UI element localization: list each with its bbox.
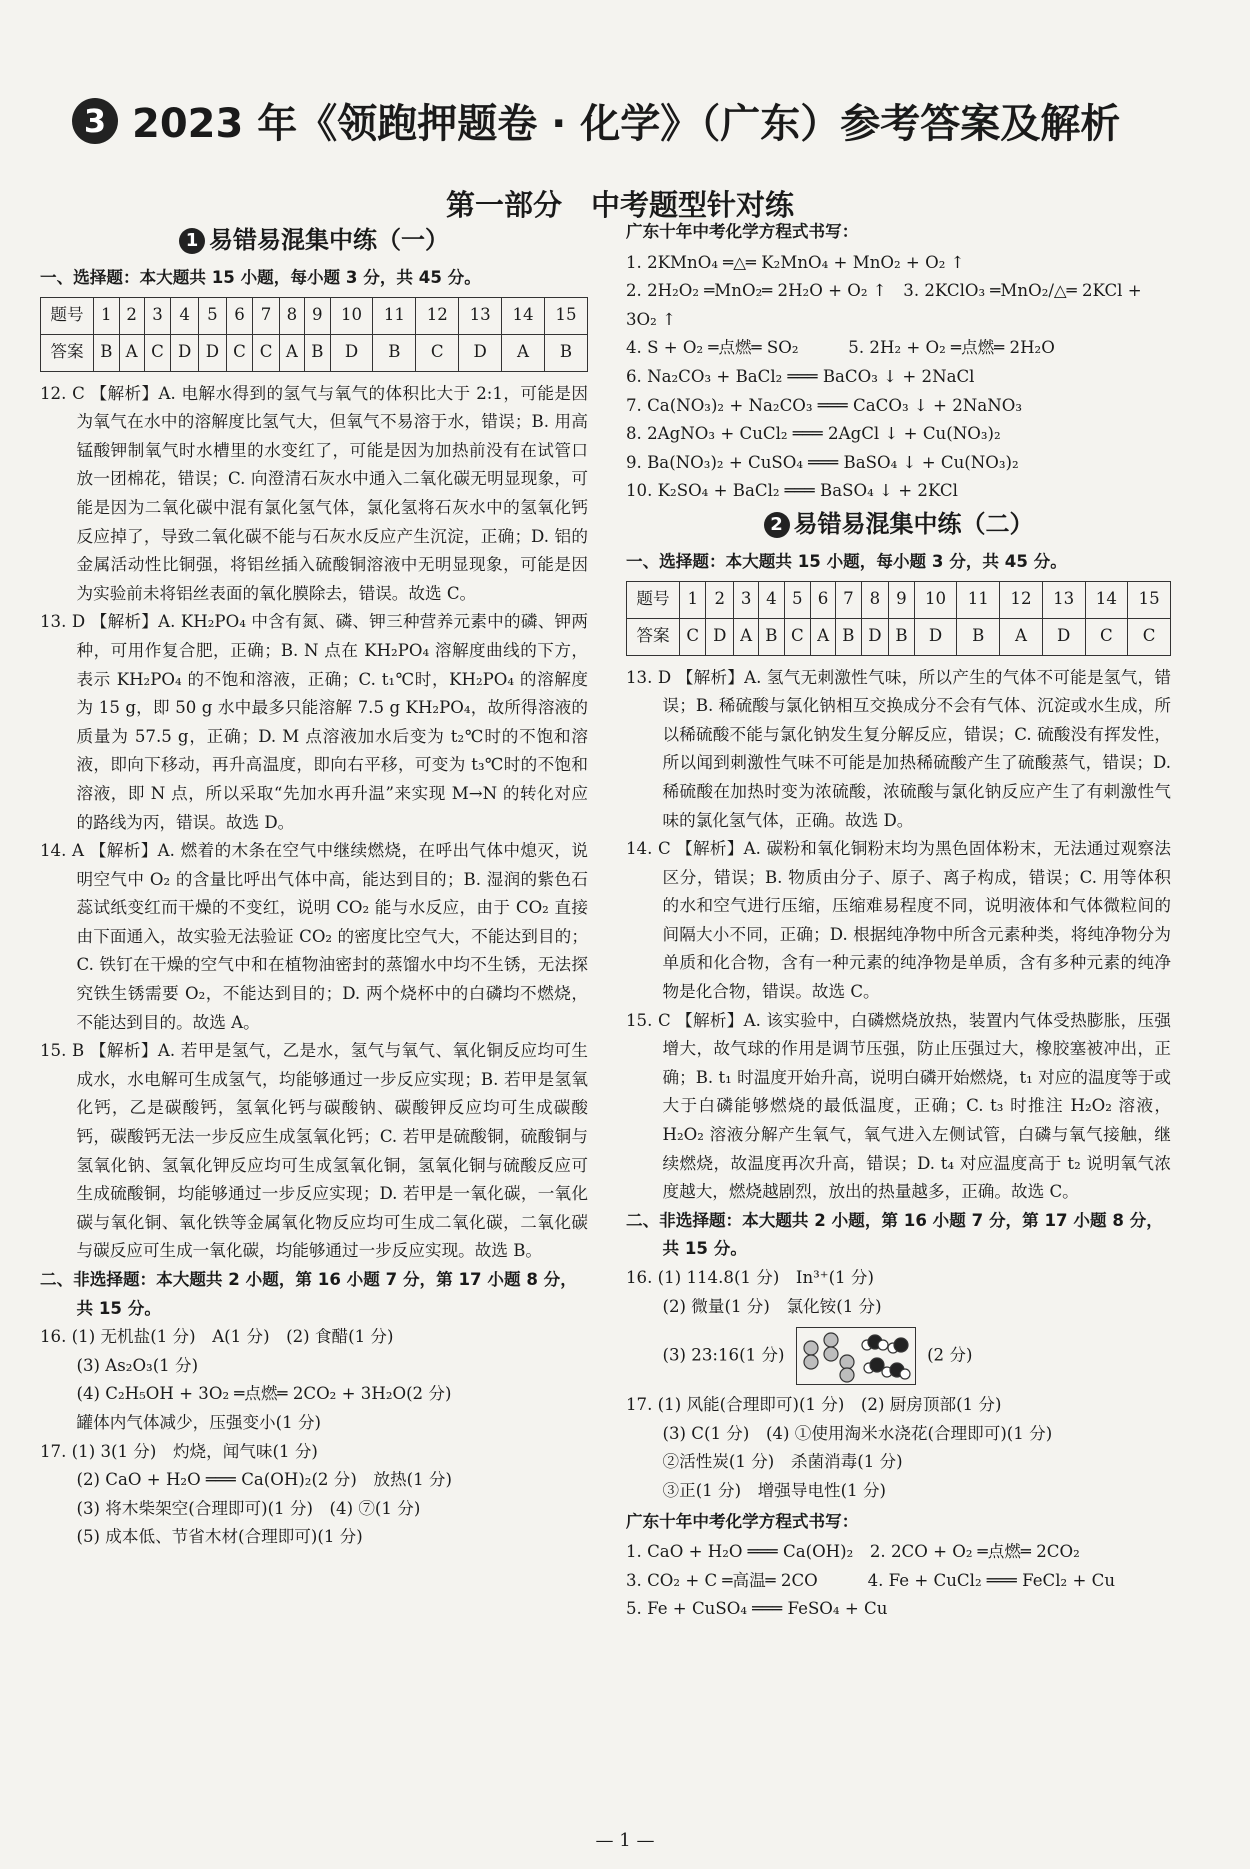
table-cell: C: [144, 334, 171, 371]
table-cell: 9: [889, 581, 914, 618]
table-cell: D: [199, 334, 227, 371]
particle-diagram: [796, 1327, 916, 1385]
equation-line: 8. 2AgNO₃ + CuCl₂ ═══ 2AgCl ↓ + Cu(NO₃)₂: [626, 424, 1001, 444]
part-title: 第一部分 中考题型针对练: [445, 188, 794, 222]
section-title-text: 易错易混集中练（二）: [793, 509, 1034, 538]
section-title-1: [40, 222, 588, 258]
table-cell: 1: [680, 581, 706, 618]
equation-line: 1. CaO + H₂O ═══ Ca(OH)₂ 2. 2CO + O₂ ═点燃═ 2CO₂: [626, 1542, 1080, 1562]
table-header-cell: 题号: [627, 581, 680, 618]
equation-line: 4. S + O₂ ═点燃═ SO₂ 5. 2H₂ + O₂ ═点燃═ 2H₂O: [626, 338, 1055, 358]
table-cell: 12: [416, 297, 459, 334]
particle-black: [894, 1338, 908, 1352]
answer-line: (2) 微量(1 分) 氯化铵(1 分): [662, 1296, 882, 1316]
table-row-answers: [627, 618, 1171, 655]
answer-line: (3) C(1 分) (4) ①使用淘米水浇花(合理即可)(1 分): [662, 1423, 1053, 1443]
answer-line: (3) As₂O₃(1 分): [76, 1355, 199, 1375]
table-cell: D: [459, 334, 502, 371]
table-cell: A: [119, 334, 144, 371]
answer-line: (4) C₂H₅OH + 3O₂ ═点燃═ 2CO₂ + 3H₂O(2 分): [76, 1384, 452, 1404]
equation-line: 1. 2KMnO₄ ═△═ K₂MnO₄ + MnO₂ + O₂ ↑: [626, 252, 965, 272]
nonchoice-heading: 二、非选择题：本大题共 2 小题，第 16 小题 7 分，第 17 小题 8 分，共 15 分。: [40, 1270, 577, 1318]
equation-line: 5. Fe + CuSO₄ ═══ FeSO₄ + Cu: [626, 1599, 888, 1619]
table-cell: 7: [836, 581, 861, 618]
table-cell: 2: [706, 581, 734, 618]
table-cell: 6: [811, 581, 836, 618]
table-cell: D: [330, 334, 373, 371]
table-cell: 11: [373, 297, 416, 334]
right-column: [626, 216, 1171, 1624]
answer-text: (3) 23:16(1 分): [662, 1345, 785, 1365]
table-cell: D: [706, 618, 734, 655]
table-cell: 15: [1128, 581, 1171, 618]
answer-explanation: 14. C 【解析】A. 碳粉和氧化铜粉末均为黑色固体粉末，无法通过观察法区分，错误；B. 物质由分子、原子、离子构成，错误；C. 用等体积的水和空气进行压缩，压缩难易程度不同，说明液体和气体微粒间的间隔大小不同，正确；D. 根据纯净物中所含元素种类，将纯净物分为单质和化合物，含有一种元素的纯净物是单质，含有多种元素的纯净物是化合物，错误。故选 C。: [626, 839, 1171, 1002]
table-cell: B: [759, 618, 784, 655]
answer-line: ②活性炭(1 分) 杀菌消毒(1 分): [662, 1452, 903, 1472]
table-cell: B: [544, 334, 587, 371]
table-cell: 4: [759, 581, 784, 618]
table-cell: 8: [279, 297, 304, 334]
equation-line: 9. Ba(NO₃)₂ + CuSO₄ ═══ BaSO₄ ↓ + Cu(NO₃)₂: [626, 452, 1019, 472]
table-header-cell: 答案: [627, 618, 680, 655]
answer-explanation: 13. D 【解析】A. 氢气无刺激性气味，所以产生的气体不可能是氢气，错误；B. 稀硫酸与氯化钠相互交换成分不会有气体、沉淀或水生成，所以稀硫酸不能与氯化钠发生复分解反应，错误；C. 硫酸没有挥发性，所以闻到刺激性气味不可能是加热稀硫酸产生了硫酸蒸气，错误；D. 稀硫酸在加热时变为浓硫酸，浓硫酸与氯化钠反应产生了有刺激性气味的氯化氢气体，正确。故选 D。: [626, 667, 1171, 830]
table-cell: 13: [1042, 581, 1085, 618]
table-cell: D: [171, 334, 199, 371]
table-cell: 8: [861, 581, 889, 618]
particle-white: [900, 1369, 910, 1379]
table-cell: 3: [734, 581, 759, 618]
equation-line: 10. K₂SO₄ + BaCl₂ ═══ BaSO₄ ↓ + 2KCl: [626, 481, 958, 501]
equation-line: 3. CO₂ + C ═高温═ 2CO 4. Fe + CuCl₂ ═══ FeCl₂ + Cu: [626, 1570, 1116, 1590]
table-row-numbers: [41, 297, 588, 334]
answer-line: ③正(1 分) 增强导电性(1 分): [662, 1480, 887, 1500]
section-title-text: 易错易混集中练（一）: [209, 226, 449, 254]
equations-heading: 广东十年中考化学方程式书写：: [626, 222, 859, 241]
table-header-cell: 答案: [41, 334, 94, 371]
table-cell: B: [94, 334, 120, 371]
equation-line: 6. Na₂CO₃ + BaCl₂ ═══ BaCO₃ ↓ + 2NaCl: [626, 366, 975, 386]
table-cell: A: [279, 334, 304, 371]
table-cell: C: [226, 334, 253, 371]
table-cell: B: [836, 618, 861, 655]
answer-explanation: 12. C 【解析】A. 电解水得到的氢气与氧气的体积比大于 2:1，可能是因为氧气在水中的溶解度比氢气大，但氧气不易溶于水，错误；B. 用高锰酸钾制氧气时水槽里的水变红了，可能是因为加热前没有在试管口放一团棉花，错误；C. 向澄清石灰水中通入二氧化碳无明显现象，可能是因为二氧化碳中混有氯化氢气体，氯化氢将石灰水中的氢氧化钙反应掉了，导致二氧化碳不能与石灰水反应产生沉淀，正确；D. 铝的金属活动性比铜强，将铝丝插入硫酸铜溶液中无明显现象，可能是因为实验前未将铝丝表面的氧化膜除去，错误。故选 C。: [40, 383, 588, 603]
table-cell: A: [734, 618, 759, 655]
particle-grey: [840, 1355, 854, 1369]
table-cell: 7: [253, 297, 280, 334]
left-column: [40, 222, 588, 1552]
answer-line: (2) CaO + H₂O ═══ Ca(OH)₂(2 分) 放热(1 分): [76, 1470, 452, 1490]
answer-explanation: 15. B 【解析】A. 若甲是氢气，乙是水，氢气与氧气、氧化铜反应均可生成水，水电解可生成氢气，均能够通过一步反应实现；B. 若甲是氢氧化钙，乙是碳酸钙，氢氧化钙与碳酸钠、碳酸钾反应均可生成碳酸钙，碳酸钙无法一步反应生成氢氧化钙；C. 若甲是硫酸铜，硫酸铜与氢氧化钠、氢氧化钾反应均可生成氢氧化铜，氢氧化铜与硫酸反应可生成硫酸铜，均能够通过一步反应实现；D. 若甲是一氧化碳，一氧化碳与氧化铜、氧化铁等金属氧化物反应均可生成二氧化碳，二氧化碳与碳反应可生成一氧化碳，均能够通过一步反应实现。故选 B。: [40, 1041, 588, 1261]
table-cell: C: [416, 334, 459, 371]
table-cell: C: [253, 334, 280, 371]
table-header-cell: 题号: [41, 297, 94, 334]
table-cell: 14: [1085, 581, 1128, 618]
table-cell: 10: [330, 297, 373, 334]
equation-line: 2. 2H₂O₂ ═MnO₂═ 2H₂O + O₂ ↑ 3. 2KClO₃ ═MnO₂/△═ 2KCl + 3O₂ ↑: [626, 281, 1142, 329]
table-cell: 13: [459, 297, 502, 334]
table-cell: 14: [502, 297, 545, 334]
table-cell: A: [811, 618, 836, 655]
particle-white: [878, 1340, 888, 1350]
table-row-answers: [41, 334, 588, 371]
answer-line-with-figure: [626, 1327, 1171, 1385]
particle-grey: [804, 1355, 818, 1369]
table-cell: D: [861, 618, 889, 655]
particle-grey: [824, 1347, 838, 1361]
table-cell: A: [502, 334, 545, 371]
table-cell: B: [305, 334, 331, 371]
table-cell: 4: [171, 297, 199, 334]
answer-table-1: [40, 297, 588, 372]
answer-line: (5) 成本低、节省木材(合理即可)(1 分): [76, 1527, 363, 1547]
table-cell: B: [957, 618, 1000, 655]
table-cell: C: [1085, 618, 1128, 655]
section-badge: 1: [179, 228, 205, 254]
particle-grey: [804, 1341, 818, 1355]
table-cell: 12: [1000, 581, 1043, 618]
answer-line: (3) 将木柴架空(合理即可)(1 分) (4) ⑦(1 分): [76, 1498, 421, 1518]
table-cell: 10: [914, 581, 957, 618]
answer-line: 17. (1) 风能(合理即可)(1 分) (2) 厨房顶部(1 分): [626, 1395, 1002, 1415]
table-cell: C: [1128, 618, 1171, 655]
answer-explanation: 14. A 【解析】A. 燃着的木条在空气中继续燃烧，在呼出气体中熄灭，说明空气中 O₂ 的含量比呼出气体中高，能达到目的；B. 湿润的紫色石蕊试纸变红而干燥的不变红，说明 CO₂ 能与水反应，由于 CO₂ 直接由下面通入，故实验无法验证 CO₂ 的密度比空气大，不能达到目的；C. 铁钉在干燥的空气中和在植物油密封的蒸馏水中均不生锈，无法探究铁生锈需要 O₂，不能达到目的；D. 两个烧杯中的白磷均不燃烧，不能达到目的。故选 A。: [40, 841, 588, 1032]
answer-table-2: [626, 581, 1171, 656]
table-cell: 11: [957, 581, 1000, 618]
equation-line: 7. Ca(NO₃)₂ + Na₂CO₃ ═══ CaCO₃ ↓ + 2NaNO₃: [626, 395, 1022, 415]
particle-grey: [840, 1368, 854, 1382]
page-title: [72, 92, 1172, 149]
table-cell: B: [889, 618, 914, 655]
table-cell: 5: [199, 297, 227, 334]
table-cell: 2: [119, 297, 144, 334]
table-cell: 5: [784, 581, 810, 618]
answer-explanation: 15. C 【解析】A. 该实验中，白磷燃烧放热，装置内气体受热膨胀，压强增大，故气球的作用是调节压强，防止压强过大，橡胶塞被冲出，正确；B. t₁ 时温度开始升高，说明白磷开始燃烧，t₁ 对应的温度等于或大于白磷能够燃烧的最低温度，正确；C. t₃ 时推注 H₂O₂ 溶液，H₂O₂ 溶液分解产生氧气，氧气进入左侧试管，白磷与氧气接触，继续燃烧，故温度再次升高，错误；D. t₄ 对应温度高于 t₂ 说明氧气浓度越大，燃烧越剧烈，放出的热量越多，正确。故选 C。: [626, 1010, 1171, 1202]
answer-score: (2 分): [927, 1345, 973, 1365]
paper-number-badge: 3: [72, 98, 118, 144]
table-cell: A: [1000, 618, 1043, 655]
table-cell: C: [680, 618, 706, 655]
table-cell: 9: [305, 297, 331, 334]
choice-heading: 一、选择题：本大题共 15 小题，每小题 3 分，共 45 分。: [40, 268, 481, 287]
section-title-2: [626, 506, 1171, 542]
answer-line: 罐体内气体减少，压强变小(1 分): [76, 1412, 322, 1432]
page-number: — 1 —: [595, 1830, 655, 1851]
particle-diagram-svg: [797, 1328, 915, 1384]
particle-grey: [824, 1333, 838, 1347]
table-row-numbers: [627, 581, 1171, 618]
answer-line: 16. (1) 114.8(1 分) In³⁺(1 分): [626, 1268, 874, 1287]
table-cell: B: [373, 334, 416, 371]
table-cell: D: [1042, 618, 1085, 655]
answer-line: 17. (1) 3(1 分) 灼烧，闻气味(1 分): [40, 1441, 318, 1461]
answer-explanation: 13. D 【解析】A. KH₂PO₄ 中含有氮、磷、钾三种营养元素中的磷、钾两种，可用作复合肥，正确；B. N 点在 KH₂PO₄ 溶解度曲线的下方，表示 KH₂PO₄ 的不饱和溶液，正确；C. t₁℃时，KH₂PO₄ 的溶解度为 15 g，即 50 g 水中最多只能溶解 7.5 g KH₂PO₄，故所得溶液的质量为 57.5 g，正确；D. M 点溶液加水后变为 t₂℃时的不饱和溶液，即向下移动，再升高温度，即向右平移，可变为 t₃℃时的不饱和溶液，即 N 点，所以采取“先加水再升温”来实现 M→N 的转化对应的路线为丙，错误。故选 D。: [40, 612, 588, 832]
section-badge: 2: [764, 512, 790, 538]
table-cell: 15: [544, 297, 587, 334]
table-cell: 1: [94, 297, 120, 334]
choice-heading: 一、选择题：本大题共 15 小题，每小题 3 分，共 45 分。: [626, 551, 1067, 571]
equations-heading: 广东十年中考化学方程式书写：: [626, 1511, 859, 1531]
table-cell: 6: [226, 297, 253, 334]
table-cell: D: [914, 618, 957, 655]
table-cell: C: [784, 618, 810, 655]
title-text: 2023 年《领跑押题卷 · 化学》（广东）参考答案及解析: [132, 101, 1121, 147]
answer-line: 16. (1) 无机盐(1 分) A(1 分) (2) 食醋(1 分): [40, 1327, 394, 1347]
nonchoice-heading: 二、非选择题：本大题共 2 小题，第 16 小题 7 分，第 17 小题 8 分，共 15 分。: [626, 1210, 1163, 1259]
table-cell: 3: [144, 297, 171, 334]
